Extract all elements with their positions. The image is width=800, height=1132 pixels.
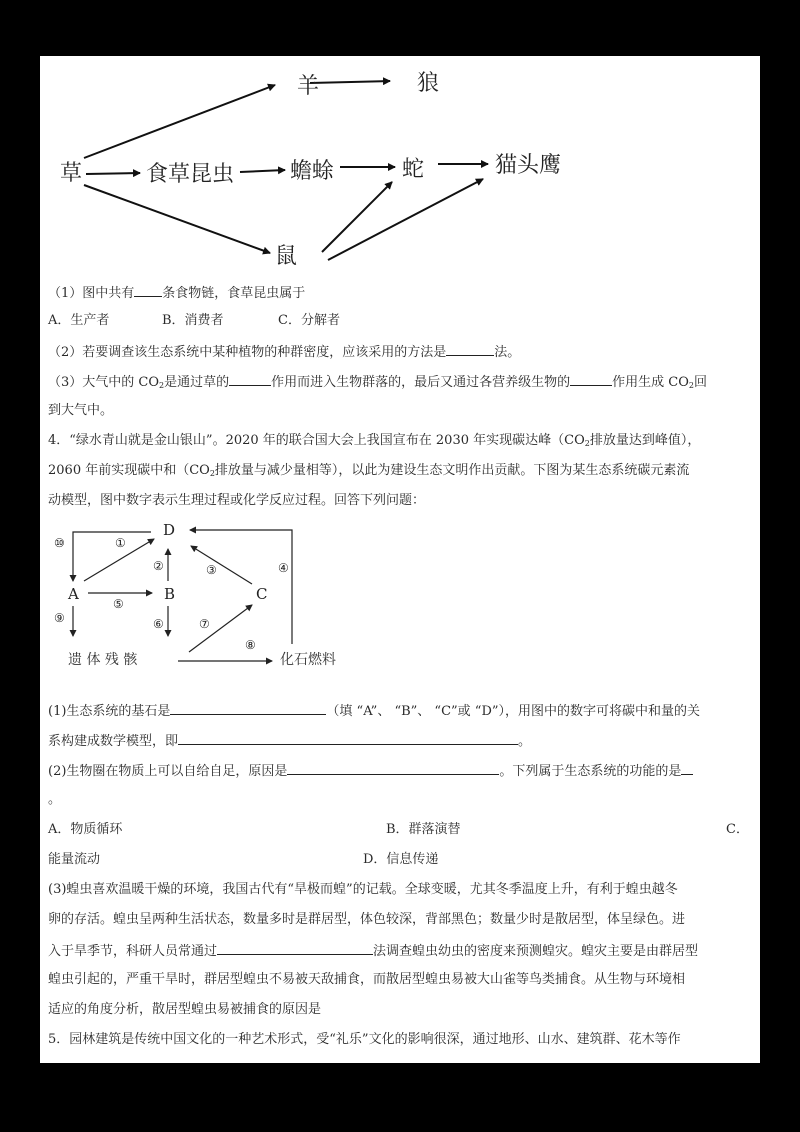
q4-sub2-options-row2: [48, 852, 760, 868]
node-owl: 猫头鹰: [495, 153, 562, 178]
exam-page: [40, 56, 760, 1063]
option-b[interactable]: B．消费者: [162, 313, 224, 328]
label-1: ①: [115, 536, 126, 550]
q4-stem-line2: 2060 年前实现碳中和（$CO_2$排放量与减少量相等），以此为建设生态文明作出贡献。下图为某生态系统碳元素流: [48, 463, 690, 478]
node-mouse: 鼠: [275, 244, 298, 269]
label-9: ⑨: [54, 611, 65, 625]
answer-blank[interactable]: [134, 284, 162, 297]
q3-sub1: （1）图中共有 条食物链，食草昆虫属于: [48, 286, 306, 301]
label-4: ④: [278, 561, 289, 575]
label-6: ⑥: [153, 617, 164, 631]
option-d[interactable]: D．信息传递: [363, 852, 439, 867]
label-2: ②: [153, 559, 164, 573]
answer-blank[interactable]: [217, 942, 373, 955]
q4-sub2-cont: 。: [48, 792, 62, 807]
q4-sub1: (1)生态系统的基石是 （填 “A”、 “B”、 “C”或 “D”），用图中的数字可将碳中和量的关: [48, 704, 701, 719]
q4-sub3-line1: (3)蝗虫喜欢温暖干燥的环境，我国古代有“旱极而蝗”的记载。全球变暖，尤其冬季温度上升，有利于蝗虫越冬: [48, 882, 678, 897]
node-c: C: [256, 585, 268, 603]
node-b: B: [164, 585, 176, 603]
node-toad: 蟾蜍: [290, 159, 335, 184]
label-8: ⑧: [245, 638, 256, 652]
q4-sub3-line3: 入于旱季节，科研人员常通过 法调查蝗虫幼虫的密度来预测蝗灾。蝗灾主要是由群居型: [48, 944, 699, 959]
q4-sub3-line2: 卵的存活。蝗虫呈两种生活状态，数量多时是群居型，体色较深，背部黑色；数量少时是散居型，体呈绿色。进: [48, 912, 686, 927]
node-sheep: 羊: [297, 74, 320, 99]
answer-blank[interactable]: [178, 732, 518, 745]
q3-sub1-options: [48, 313, 340, 329]
q4-sub1-cont: 系构建成数学模型，即 。: [48, 734, 532, 749]
node-remains: 遗 体 残 骸: [68, 652, 138, 668]
q3-sub3-cont: 到大气中。: [48, 403, 114, 418]
carbon-cycle-diagram: [40, 516, 360, 676]
node-snake: 蛇: [402, 157, 425, 182]
option-a[interactable]: A．生产者: [48, 313, 110, 328]
q4-sub2-options-row1: [48, 822, 760, 838]
answer-blank[interactable]: [229, 373, 271, 386]
node-wolf: 狼: [417, 71, 440, 96]
label-7: ⑦: [199, 617, 210, 631]
food-web-diagram: [40, 56, 600, 276]
q4-stem-line1: 4．“绿水青山就是金山银山”。2020 年的联合国大会上我国宣布在 2030 年实现碳达峰（$CO_2$排放量达到峰值），: [48, 433, 701, 448]
answer-blank[interactable]: [570, 373, 612, 386]
option-c[interactable]: C．分解者: [278, 313, 340, 328]
option-c-text[interactable]: 能量流动: [48, 852, 101, 867]
q3-sub3: （3）大气中的 $CO_2$是通过草的 作用而进入生物群落的，最后又通过各营养级生物的 作用生成 $CO_2$回: [48, 375, 707, 390]
node-herbivorous-insect: 食草昆虫: [146, 162, 235, 187]
q4-sub3-line5: 适应的角度分析，散居型蝗虫易被捕食的原因是: [48, 1002, 322, 1017]
answer-blank[interactable]: [446, 343, 494, 356]
option-c[interactable]: C．: [726, 822, 749, 837]
option-b[interactable]: B．群落演替: [386, 822, 461, 837]
q5-stem-line1: 5．园林建筑是传统中国文化的一种艺术形式，受“礼乐”文化的影响很深，通过地形、山水、建筑群、花木等作: [48, 1032, 681, 1047]
q4-sub3-line4: 蝗虫引起的，严重干旱时，群居型蝗虫不易被天敌捕食，而散居型蝗虫易被大山雀等鸟类捕食。从生物与环境相: [48, 972, 686, 987]
q4-stem-line3: 动模型，图中数字表示生理过程或化学反应过程。回答下列问题：: [48, 493, 426, 508]
label-10: ⑩: [54, 536, 65, 550]
q3-sub2: （2）若要调查该生态系统中某种植物的种群密度，应该采用的方法是 法。: [48, 345, 521, 360]
q4-sub2: (2)生物圈在物质上可以自给自足，原因是 。下列属于生态系统的功能的是: [48, 762, 693, 780]
node-grass: 草: [60, 161, 83, 186]
node-a: A: [68, 585, 79, 603]
label-5: ⑤: [113, 597, 124, 611]
answer-blank[interactable]: [681, 762, 693, 775]
answer-blank[interactable]: [170, 702, 326, 715]
option-a[interactable]: A．物质循环: [48, 822, 123, 837]
answer-blank[interactable]: [287, 762, 499, 775]
node-d: D: [163, 521, 176, 539]
label-3: ③: [206, 563, 217, 577]
node-fossil-fuel: 化石燃料: [280, 652, 336, 668]
